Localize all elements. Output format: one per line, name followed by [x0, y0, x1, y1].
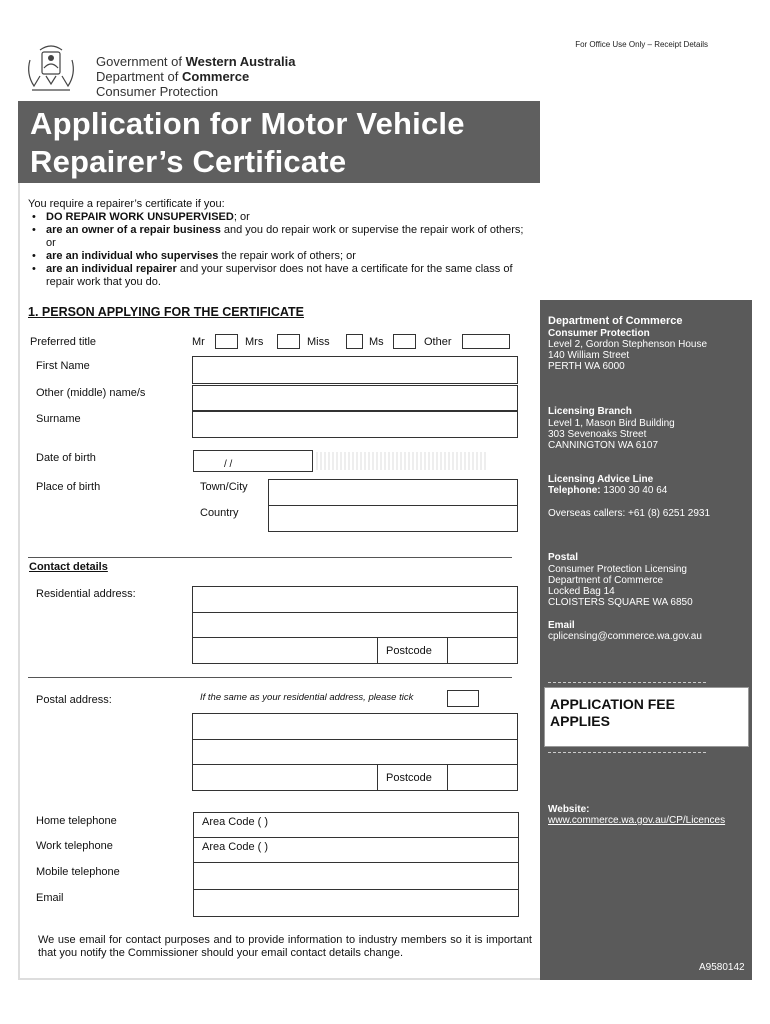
surname-field[interactable] [192, 411, 518, 438]
same-address-checkbox[interactable] [447, 690, 479, 707]
sidebar-cp: Consumer Protection [548, 328, 650, 339]
preferred-title-label: Preferred title [30, 336, 97, 348]
residential-line-1[interactable] [192, 586, 518, 613]
work-telephone-field[interactable] [193, 837, 519, 863]
area-code-label: Area Code ( ) [202, 816, 269, 828]
postal-line-2[interactable] [192, 739, 518, 765]
email-label: Email [36, 892, 64, 904]
organisation-block [96, 54, 295, 99]
residential-line-3[interactable] [192, 637, 378, 664]
postal-line-1[interactable] [192, 713, 518, 740]
home-telephone-label: Home telephone [36, 815, 117, 827]
sidebar-address-3: PERTH WA 6000 [548, 361, 625, 372]
list-item: • are an individual repairer and your supervisor does not have a certificate for the same class of repair work that you do. [28, 263, 533, 289]
sidebar-postal-heading: Postal [548, 552, 579, 563]
mobile-telephone-field[interactable] [193, 862, 519, 890]
sidebar-email[interactable]: cplicensing@commerce.wa.gov.au [548, 631, 702, 642]
wa-coat-of-arms-icon [22, 40, 80, 98]
sidebar-dept: Department of Commerce [548, 315, 683, 327]
middle-name-field[interactable] [192, 385, 518, 411]
residential-line-2[interactable] [192, 612, 518, 638]
sidebar-postal-1: Consumer Protection Licensing [548, 564, 687, 575]
list-item: • are an individual who supervises the repair work of others; or [28, 250, 533, 263]
list-item: • are an owner of a repair business and you do repair work or supervise the repair work of others; or [28, 224, 533, 250]
sidebar-lb-2: 303 Sevenoaks Street [548, 429, 647, 440]
home-telephone-field[interactable] [193, 812, 519, 838]
title-mrs-checkbox[interactable] [277, 334, 300, 349]
intro-text [28, 198, 533, 289]
sidebar-website-link[interactable]: www.commerce.wa.gov.au/CP/Licences [548, 815, 726, 826]
fee-line-2: APPLIES [550, 713, 610, 729]
title-line-2: Repairer’s Certificate [30, 144, 347, 179]
title-mrs-label: Mrs [245, 336, 264, 348]
title-ms-label: Ms [369, 336, 384, 348]
same-address-note: If the same as your residential address, please tick [200, 692, 414, 703]
postcode-label: Postcode [386, 645, 432, 657]
title-other-field[interactable] [462, 334, 510, 349]
sidebar-advice-line: Licensing Advice Line [548, 474, 654, 485]
title-mr-label: Mr [192, 336, 205, 348]
sidebar-address-1: Level 2, Gordon Stephenson House [548, 339, 707, 350]
sidebar-lb-3: CANNINGTON WA 6107 [548, 440, 659, 451]
first-name-label: First Name [36, 360, 90, 372]
document-title [18, 101, 540, 183]
sidebar-postal-2: Department of Commerce [548, 575, 664, 586]
sidebar-overseas: Overseas callers: +61 (8) 6251 2931 [548, 508, 711, 519]
first-name-field[interactable] [192, 356, 518, 384]
place-of-birth-label: Place of birth [36, 481, 101, 493]
sidebar-postal-4: CLOISTERS SQUARE WA 6850 [548, 597, 693, 608]
postal-line-3[interactable] [192, 764, 378, 791]
divider [28, 557, 512, 558]
title-ms-checkbox[interactable] [393, 334, 416, 349]
town-city-field[interactable] [268, 479, 518, 506]
title-miss-checkbox[interactable] [346, 334, 363, 349]
postcode-label: Postcode [386, 772, 432, 784]
dob-field[interactable] [193, 450, 313, 472]
office-use-note: For Office Use Only – Receipt Details [575, 40, 708, 49]
fee-notice [544, 687, 749, 747]
area-code-label: Area Code ( ) [202, 841, 269, 853]
email-notice: We use email for contact purposes and to provide information to industry members so it is important that you notify the Commissioner should your email contact details change. [38, 934, 532, 959]
intro-lead: You require a repairer’s certificate if you: [28, 198, 225, 210]
contact-heading: Contact details [29, 561, 108, 573]
mobile-telephone-label: Mobile telephone [36, 866, 120, 878]
town-city-label: Town/City [200, 481, 248, 493]
title-other-label: Other [424, 336, 452, 348]
dob-label: Date of birth [36, 452, 96, 464]
sidebar-licensing-branch: Licensing Branch [548, 406, 632, 417]
country-label: Country [200, 507, 239, 519]
divider [28, 677, 512, 678]
sidebar-tel-label: Telephone: [548, 485, 601, 496]
title-miss-label: Miss [307, 336, 330, 348]
residential-postcode-field[interactable] [447, 637, 518, 664]
fee-line-1: APPLICATION FEE [550, 696, 675, 712]
work-telephone-label: Work telephone [36, 840, 113, 852]
postcode-label-cell [377, 764, 448, 791]
title-mr-checkbox[interactable] [215, 334, 238, 349]
org-line-2: Department of Commerce [96, 69, 250, 84]
surname-label: Surname [36, 413, 81, 425]
form-code: A9580142 [699, 962, 745, 973]
sidebar-postal-3: Locked Bag 14 [548, 586, 615, 597]
residential-label: Residential address: [36, 588, 136, 600]
postal-postcode-field[interactable] [447, 764, 518, 791]
sidebar-email-heading: Email [548, 620, 575, 631]
country-field[interactable] [268, 505, 518, 532]
sidebar-telephone: 1300 30 40 64 [600, 485, 668, 496]
divider [548, 682, 706, 683]
contact-sidebar [540, 300, 752, 980]
org-line-1: Government of Western Australia [96, 54, 296, 69]
postcode-label-cell [377, 637, 448, 664]
sidebar-address-2: 140 William Street [548, 350, 630, 361]
title-line-1: Application for Motor Vehicle [30, 106, 465, 141]
email-field[interactable] [193, 889, 519, 917]
dob-separators: / / [224, 459, 233, 470]
postal-label: Postal address: [36, 694, 112, 706]
middle-name-label: Other (middle) name/s [36, 387, 146, 399]
org-line-3: Consumer Protection [96, 84, 219, 99]
dob-shaded-area [316, 452, 486, 470]
sidebar-lb-1: Level 1, Mason Bird Building [548, 418, 675, 429]
sidebar-website-heading: Website: [548, 804, 590, 815]
requirement-list [28, 211, 533, 289]
divider [548, 752, 706, 753]
list-item: • DO REPAIR WORK UNSUPERVISED; or [28, 211, 533, 224]
section-1-heading: 1. PERSON APPLYING FOR THE CERTIFICATE [28, 305, 304, 319]
